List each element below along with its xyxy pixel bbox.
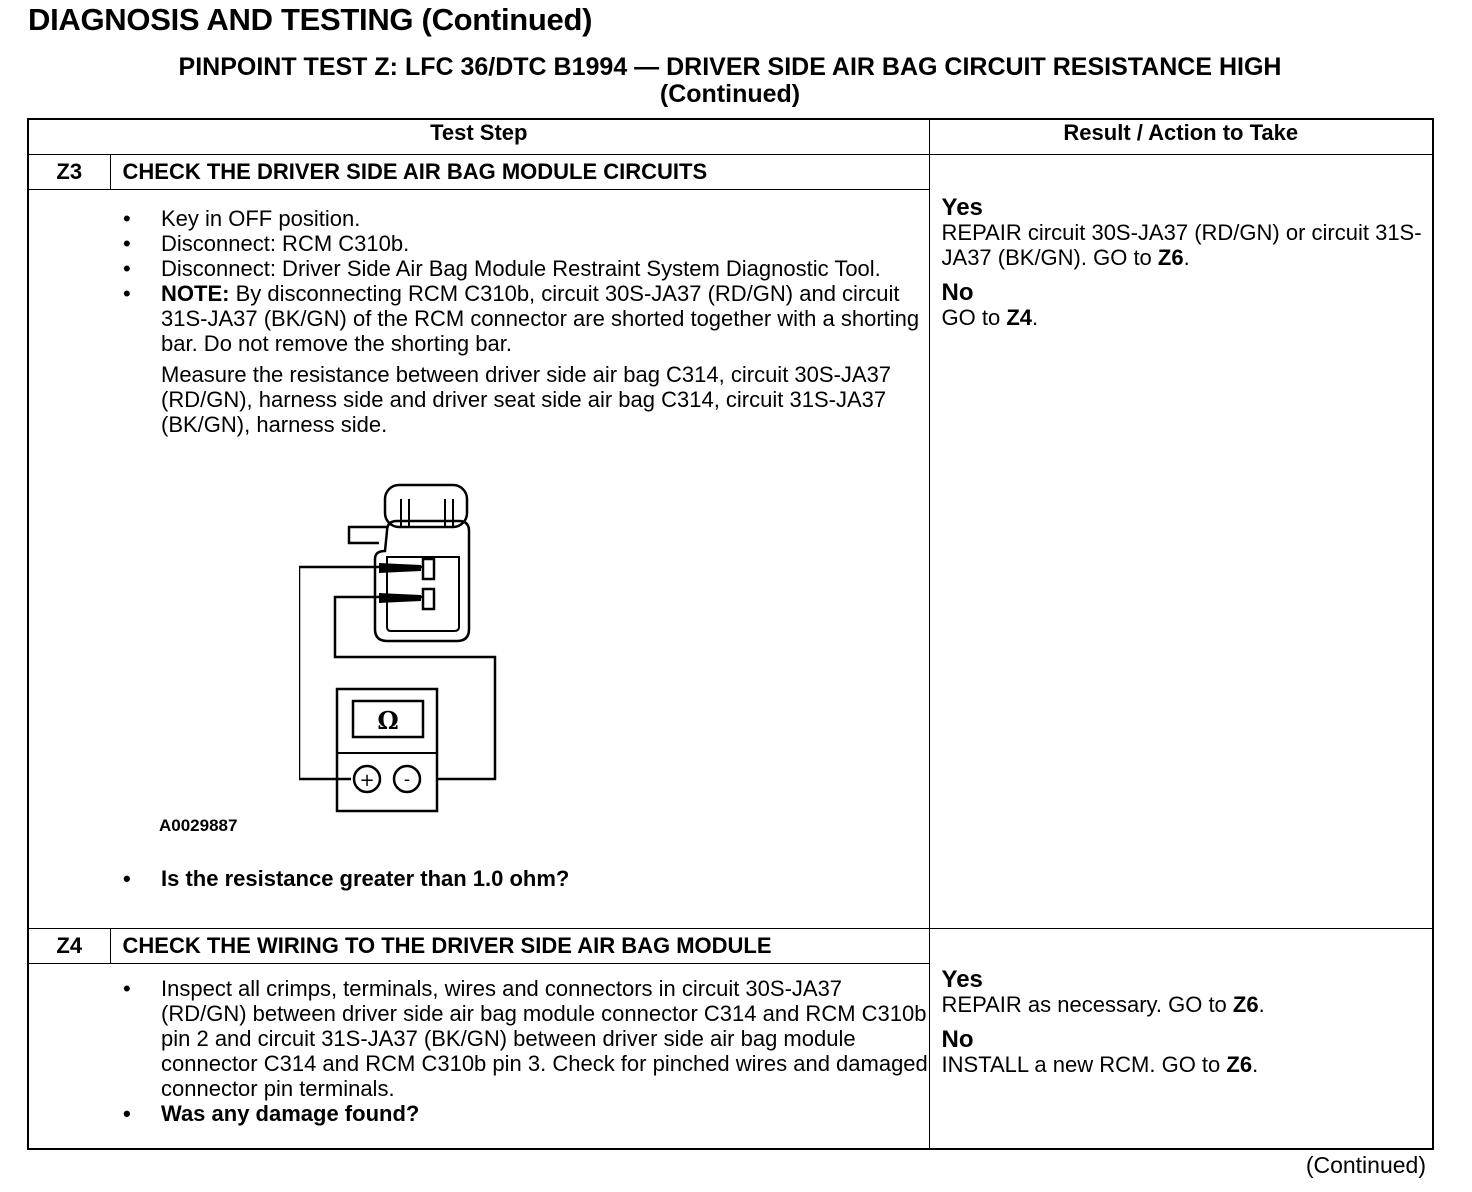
- continued-footer: (Continued): [1305, 1152, 1426, 1178]
- pinpoint-test-title: [60, 54, 1400, 108]
- figure-code: A0029887: [159, 816, 238, 835]
- no-action-z3: GO to Z4.: [941, 305, 1039, 330]
- ohmmeter-connector-diagram: [299, 479, 619, 819]
- step-z4-title-row: [28, 929, 1433, 964]
- pinpoint-test-table: [27, 118, 1434, 1150]
- pinpoint-test-title-line2: (Continued): [659, 80, 801, 108]
- step-list-z4: [119, 976, 929, 1126]
- question-z4: • Was any damage found?: [119, 1101, 929, 1126]
- no-label-z4: No: [941, 1026, 974, 1053]
- step-title-z3: CHECK THE DRIVER SIDE AIR BAG MODULE CIRCUITS: [110, 155, 929, 190]
- probe-tip-lower: [379, 593, 421, 603]
- minus-label: -: [403, 769, 411, 790]
- plus-label: +: [359, 770, 375, 791]
- yes-action-z4: REPAIR as necessary. GO to Z6.: [941, 992, 1265, 1017]
- list-item: • Disconnect: RCM C310b.: [119, 231, 929, 256]
- pinpoint-test-title-line1: PINPOINT TEST Z: LFC 36/DTC B1994 — DRIVER SIDE AIR BAG CIRCUIT RESISTANCE HIGH: [178, 53, 1282, 81]
- question-z3: • Is the resistance greater than 1.0 ohm?: [119, 866, 929, 891]
- no-label-z3: No: [941, 279, 974, 306]
- no-action-z4: INSTALL a new RCM. GO to Z6.: [941, 1052, 1259, 1077]
- page-title: DIAGNOSIS AND TESTING (Continued): [28, 2, 593, 37]
- probe-tip-upper: [379, 563, 421, 573]
- result-cell-z4: [929, 929, 1433, 1150]
- list-item: • Disconnect: Driver Side Air Bag Module Restraint System Diagnostic Tool.: [119, 256, 929, 281]
- terminal-lower: [423, 589, 434, 609]
- goto-link-z4[interactable]: Z4: [1006, 305, 1033, 330]
- step-z3-title-row: [28, 155, 1433, 190]
- yes-label-z4: Yes: [941, 966, 983, 993]
- step-list-z3: [119, 206, 929, 356]
- yes-action-z3: REPAIR circuit 30S-JA37 (RD/GN) or circuit 31S-JA37 (BK/GN). GO to Z6.: [941, 220, 1422, 270]
- result-cell-z3: [929, 155, 1433, 929]
- column-header-test-step: Test Step: [28, 119, 929, 155]
- goto-link-z6[interactable]: Z6: [1232, 992, 1259, 1017]
- goto-link-z6[interactable]: Z6: [1226, 1052, 1253, 1077]
- connector-body: [375, 521, 469, 641]
- ohm-symbol: Ω: [377, 706, 399, 735]
- step-title-z4: CHECK THE WIRING TO THE DRIVER SIDE AIR BAG MODULE: [110, 929, 929, 964]
- table-header-row: [28, 119, 1433, 155]
- step-id-z4: Z4: [28, 929, 110, 964]
- list-item-note: [119, 281, 929, 356]
- step-body-z4: [28, 964, 929, 1150]
- note-label: NOTE:: [161, 281, 230, 306]
- column-header-result: Result / Action to Take: [929, 119, 1433, 155]
- yes-label-z3: Yes: [941, 194, 983, 221]
- step-body-z3: [28, 190, 929, 929]
- list-item: • Inspect all crimps, terminals, wires and connectors in circuit 30S-JA37 (RD/GN) between driver side air bag module connector C314 and RCM C310b pin 2 and circuit 31S-JA37 (BK/GN) between driver side air bag module connector C314 and RCM C310b pin 3. Check for pinched wires and damaged connector pin terminals.: [119, 976, 929, 1101]
- list-item: • Key in OFF position.: [119, 206, 929, 231]
- terminal-upper: [423, 559, 434, 579]
- measure-instruction: Measure the resistance between driver side air bag C314, circuit 30S-JA37 (RD/GN), harness side and driver seat side air bag C314, circuit 31S-JA37 (BK/GN), harness side.: [161, 362, 892, 437]
- step-id-z3: Z3: [28, 155, 110, 190]
- goto-link-z6[interactable]: Z6: [1157, 245, 1184, 270]
- note-text: By disconnecting RCM C310b, circuit 30S-JA37 (RD/GN) and circuit 31S-JA37 (BK/GN) of the RCM connector are shorted together with a shorting bar. Do not remove the shorting bar.: [161, 281, 920, 356]
- question-list-z3: [119, 866, 929, 891]
- connector-latch: [349, 527, 387, 543]
